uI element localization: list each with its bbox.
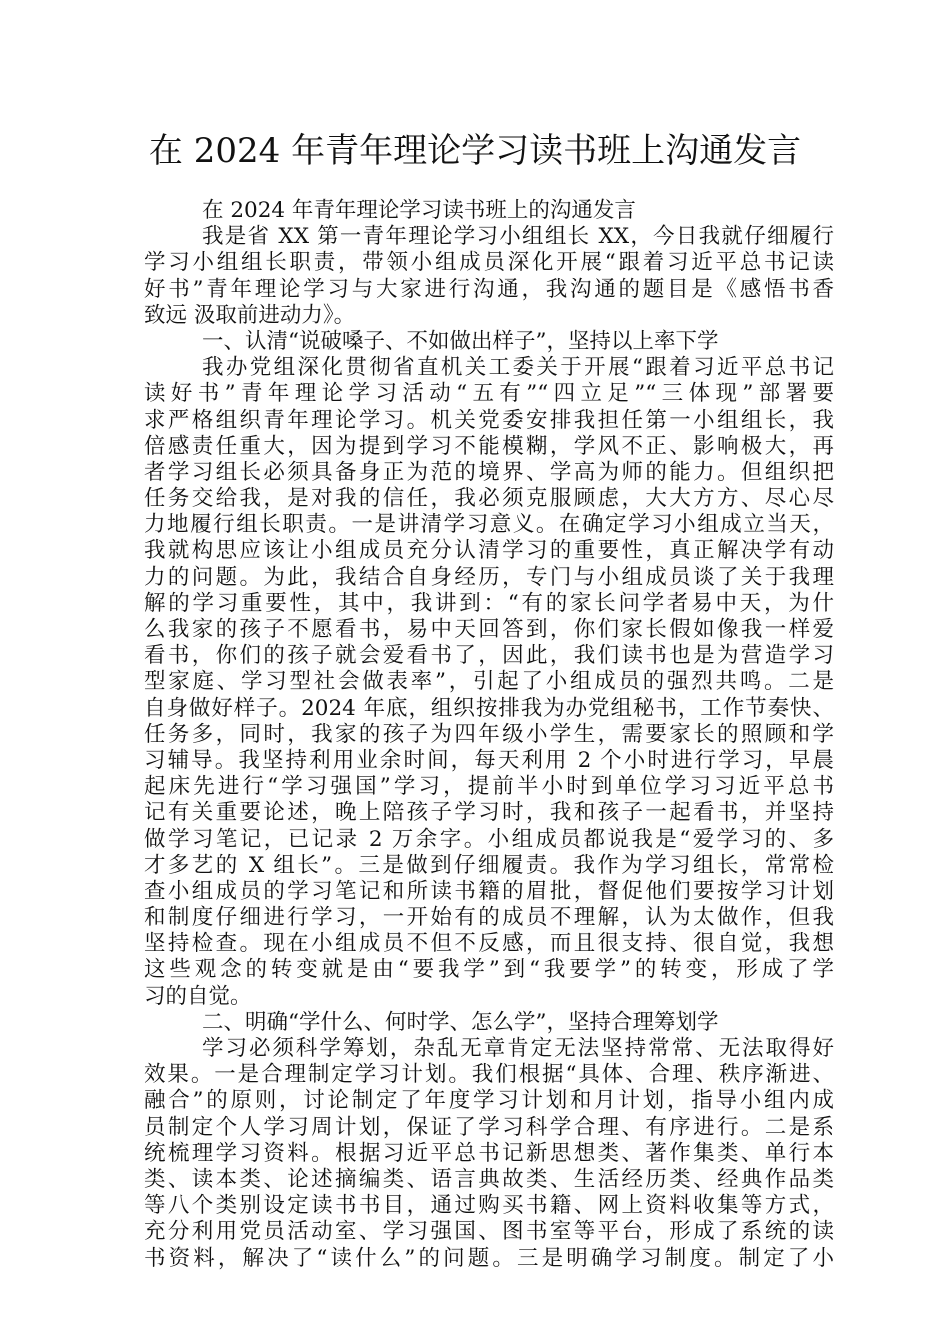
text-line: 任务交给我，是对我的信任，我必须克服顾虑，大大方方、尽心尽 — [144, 486, 834, 512]
text-line: 效果。一是合理制定学习计划。我们根据“具体、合理、秩序渐进、 — [144, 1062, 834, 1088]
text-line: 解的学习重要性，其中，我讲到：“有的家长问学者易中天，为什 — [144, 590, 834, 616]
text-line: 二、明确“学什么、何时学、怎么学”，坚持合理筹划学 — [202, 1009, 719, 1035]
text-line: 任务多，同时，我家的孩子为四年级小学生，需要家长的照顾和学 — [144, 721, 834, 747]
text-line: 坚持检查。现在小组成员不但不反感，而且很支持、很自觉，我想 — [144, 931, 834, 957]
text-line: 看书，你们的孩子就会爱看书了，因此，我们读书也是为营造学习 — [144, 643, 834, 669]
text-line: 型家庭、学习型社会做表率”，引起了小组成员的强烈共鸣。二是 — [144, 669, 834, 695]
text-line: 力地履行组长职责。一是讲清学习意义。在确定学习小组成立当天， — [144, 512, 834, 538]
text-line: 融合”的原则，讨论制定了年度学习计划和月计划，指导小组内成 — [144, 1088, 834, 1114]
text-line: 我办党组深化贯彻省直机关工委关于开展“跟着习近平总书记 — [202, 355, 834, 381]
text-line: 学习必须科学筹划，杂乱无章肯定无法坚持常常、无法取得好 — [202, 1036, 834, 1061]
text-line: 和制度仔细进行学习，一开始有的成员不理解，认为太做作，但我 — [144, 905, 834, 931]
document-title: 在 2024 年青年理论学习读书班上沟通发言 — [148, 131, 802, 171]
text-line: 者学习组长必须具备身正为范的境界、学高为师的能力。但组织把 — [144, 459, 834, 485]
text-line: 在 2024 年青年理论学习读书班上的沟通发言 — [202, 198, 636, 223]
text-line: 记有关重要论述，晚上陪孩子学习时，我和孩子一起看书，并坚持 — [144, 800, 834, 826]
text-line: 这些观念的转变就是由“要我学”到“我要学”的转变，形成了学 — [144, 957, 834, 983]
text-line: 学习小组组长职责，带领小组成员深化开展“跟着习近平总书记读 — [144, 250, 834, 276]
text-line: 书资料，解决了“读什么”的问题。三是明确学习制度。制定了小 — [144, 1245, 834, 1271]
text-line: 起床先进行“学习强国”学习，提前半小时到单位学习习近平总书 — [144, 774, 834, 800]
text-line: 习的自觉。 — [144, 983, 252, 1009]
text-line: 充分利用党员活动室、学习强国、图书室等平台，形成了系统的读 — [144, 1219, 834, 1245]
text-line: 好书”青年理论学习与大家进行沟通，我沟通的题目是《感悟书香 — [144, 276, 834, 302]
text-line: 查小组成员的学习笔记和所读书籍的眉批，督促他们要按学习计划 — [144, 878, 834, 904]
text-line: 么我家的孩子不愿看书，易中天回答到，你们家长假如像我一样爱 — [144, 617, 834, 642]
text-line: 自身做好样子。2024 年底，组织按排我为办党组秘书，工作节奏快、 — [144, 695, 834, 721]
text-line: 倍感责任重大，因为提到学习不能模糊，学风不正、影响极大，再 — [144, 433, 834, 459]
document-body — [144, 198, 834, 1272]
text-line: 力的问题。为此，我结合自身经历，专门与小组成员谈了关于我理 — [144, 564, 834, 590]
text-line: 做学习笔记，已记录 2 万余字。小组成员都说我是“爱学习的、多 — [144, 826, 834, 852]
text-line: 等八个类别设定读书书目，通过购买书籍、网上资料收集等方式， — [144, 1193, 834, 1219]
text-line: 我就构思应该让小组成员充分认清学习的重要性，真正解决学有动 — [144, 538, 834, 564]
text-line: 致远 汲取前进动力》。 — [144, 302, 356, 328]
text-line: 求严格组织青年理论学习。机关党委安排我担任第一小组组长，我 — [144, 407, 834, 433]
text-line: 习辅导。我坚持利用业余时间，每天利用 2 个小时进行学习，早晨 — [144, 747, 834, 773]
text-line: 类、读本类、论述摘编类、语言典故类、生活经历类、经典作品类 — [144, 1166, 834, 1192]
text-line: 才多艺的 X 组长”。三是做到仔细履责。我作为学习组长，常常检 — [144, 852, 834, 878]
text-line: 我是省 XX 第一青年理论学习小组组长 XX，今日我就仔细履行 — [202, 224, 834, 250]
text-line: 员制定个人学习周计划，保证了学习科学合理、有序进行。二是系 — [144, 1114, 834, 1140]
text-line: 统梳理学习资料。根据习近平总书记新思想类、著作集类、单行本 — [144, 1140, 834, 1166]
text-line: 读好书”青年理论学习活动“五有”“四立足”“三体现”部署要 — [144, 381, 834, 407]
text-line: 一、认清“说破嗓子、不如做出样子”，坚持以上率下学 — [202, 328, 719, 354]
